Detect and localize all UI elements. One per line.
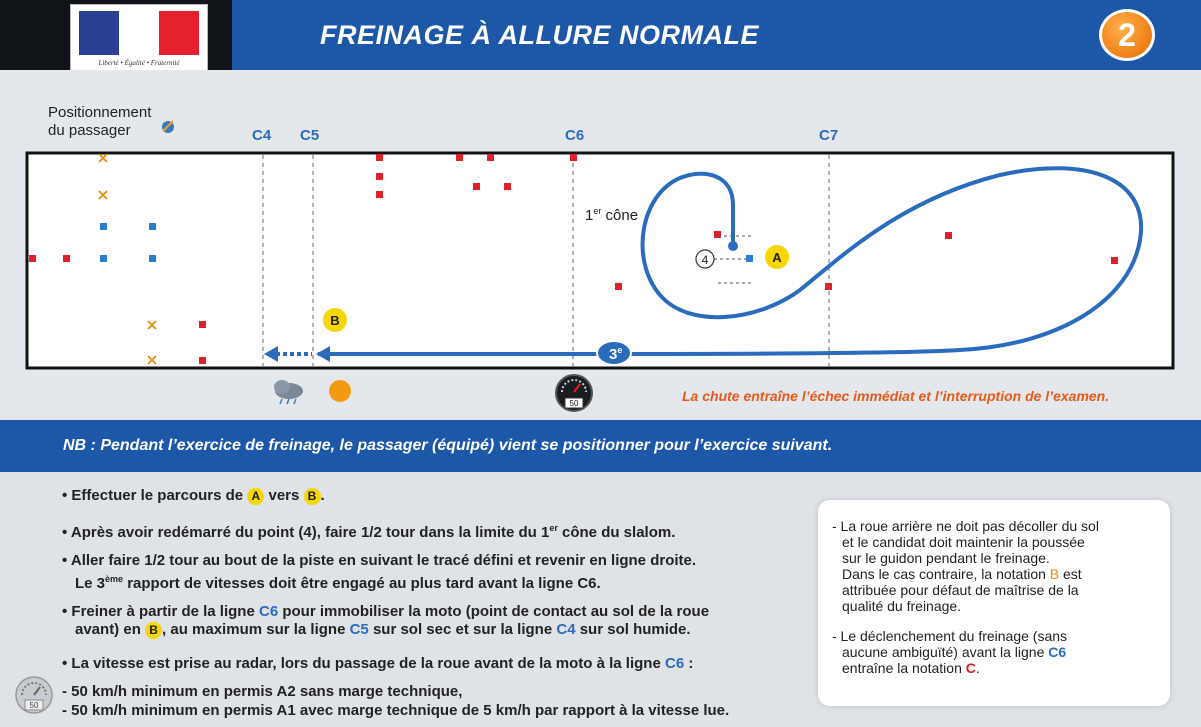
small-speedometer-value: 50 [29,701,39,710]
instruction-6: - 50 km/h minimum en permis A2 sans marge technique, [62,683,463,700]
exercise-number-badge: 2 [1099,9,1155,61]
third-gear-label: 3e [609,345,623,363]
line-label-c6: C6 [565,127,585,144]
instruction-2: • Après avoir redémarré du point (4), faire 1/2 tour dans la limite du 1er cône du slalom. [62,523,676,541]
logo-motto: Liberté • Égalité • Fraternité [98,59,180,67]
instruction-7: - 50 km/h minimum en permis A1 avec marge technique de 5 km/h par rapport à la vitesse lue. [62,702,730,719]
marker-b-label: B [330,313,340,328]
line-label-c7: C7 [819,127,839,144]
track-border [27,153,1173,368]
start-point [728,241,738,251]
note-paragraph-2: - Le déclenchement du freinage (sans aucune ambiguïté) avant la ligne C6 entraîne la notation C. [832,628,1068,676]
speedometer-small-icon [14,675,54,715]
note-box [818,500,1170,706]
point-4-label: 4 [701,253,709,267]
helmet-icon [162,121,174,133]
passenger-position-label: Positionnement du passager [48,104,152,139]
page-title: FREINAGE À ALLURE NORMALE [320,20,759,50]
instruction-4: • Freiner à partir de la ligne C6 pour immobiliser la moto (point de contact au sol de la roue avant) en B , au maximum sur la ligne C5 sur sol sec et sur la ligne C4 sur sol humide. [62,603,710,638]
fall-warning-text: La chute entraîne l’échec immédiat et l’interruption de l’examen. [682,388,1110,404]
speedometer-icon [556,375,592,411]
rain-cloud-icon [274,380,303,404]
marker-a-label: A [772,250,782,265]
instruction-1: • Effectuer le parcours de A vers B . [62,487,325,504]
note-paragraph-1: - La roue arrière ne doit pas décoller du sol et le candidat doit maintenir la poussée sur le guidon pendant le freinage. Dans le cas contraire, la notation B est attribuée pour défaut de maîtrise de la qualité du freinage. [832,518,1099,614]
instruction-5: • La vitesse est prise au radar, lors du passage de la roue avant de la moto à la ligne C6 : [62,655,694,672]
line-label-c5: C5 [300,127,320,144]
instruction-3: • Aller faire 1/2 tour au bout de la piste en suivant le tracé défini et revenir en ligne droite. Le 3ème rapport de vitesses doit être engagé au plus tard avant la ligne C6. [62,552,697,592]
nb-text: NB : Pendant l’exercice de freinage, le passager (équipé) vient se positionner pour l’exercice suivant. [63,437,833,454]
line-label-c4: C4 [252,127,272,144]
speedometer-value: 50 [569,399,579,408]
first-cone-label: 1er cône [585,206,639,224]
sun-icon [329,380,351,402]
